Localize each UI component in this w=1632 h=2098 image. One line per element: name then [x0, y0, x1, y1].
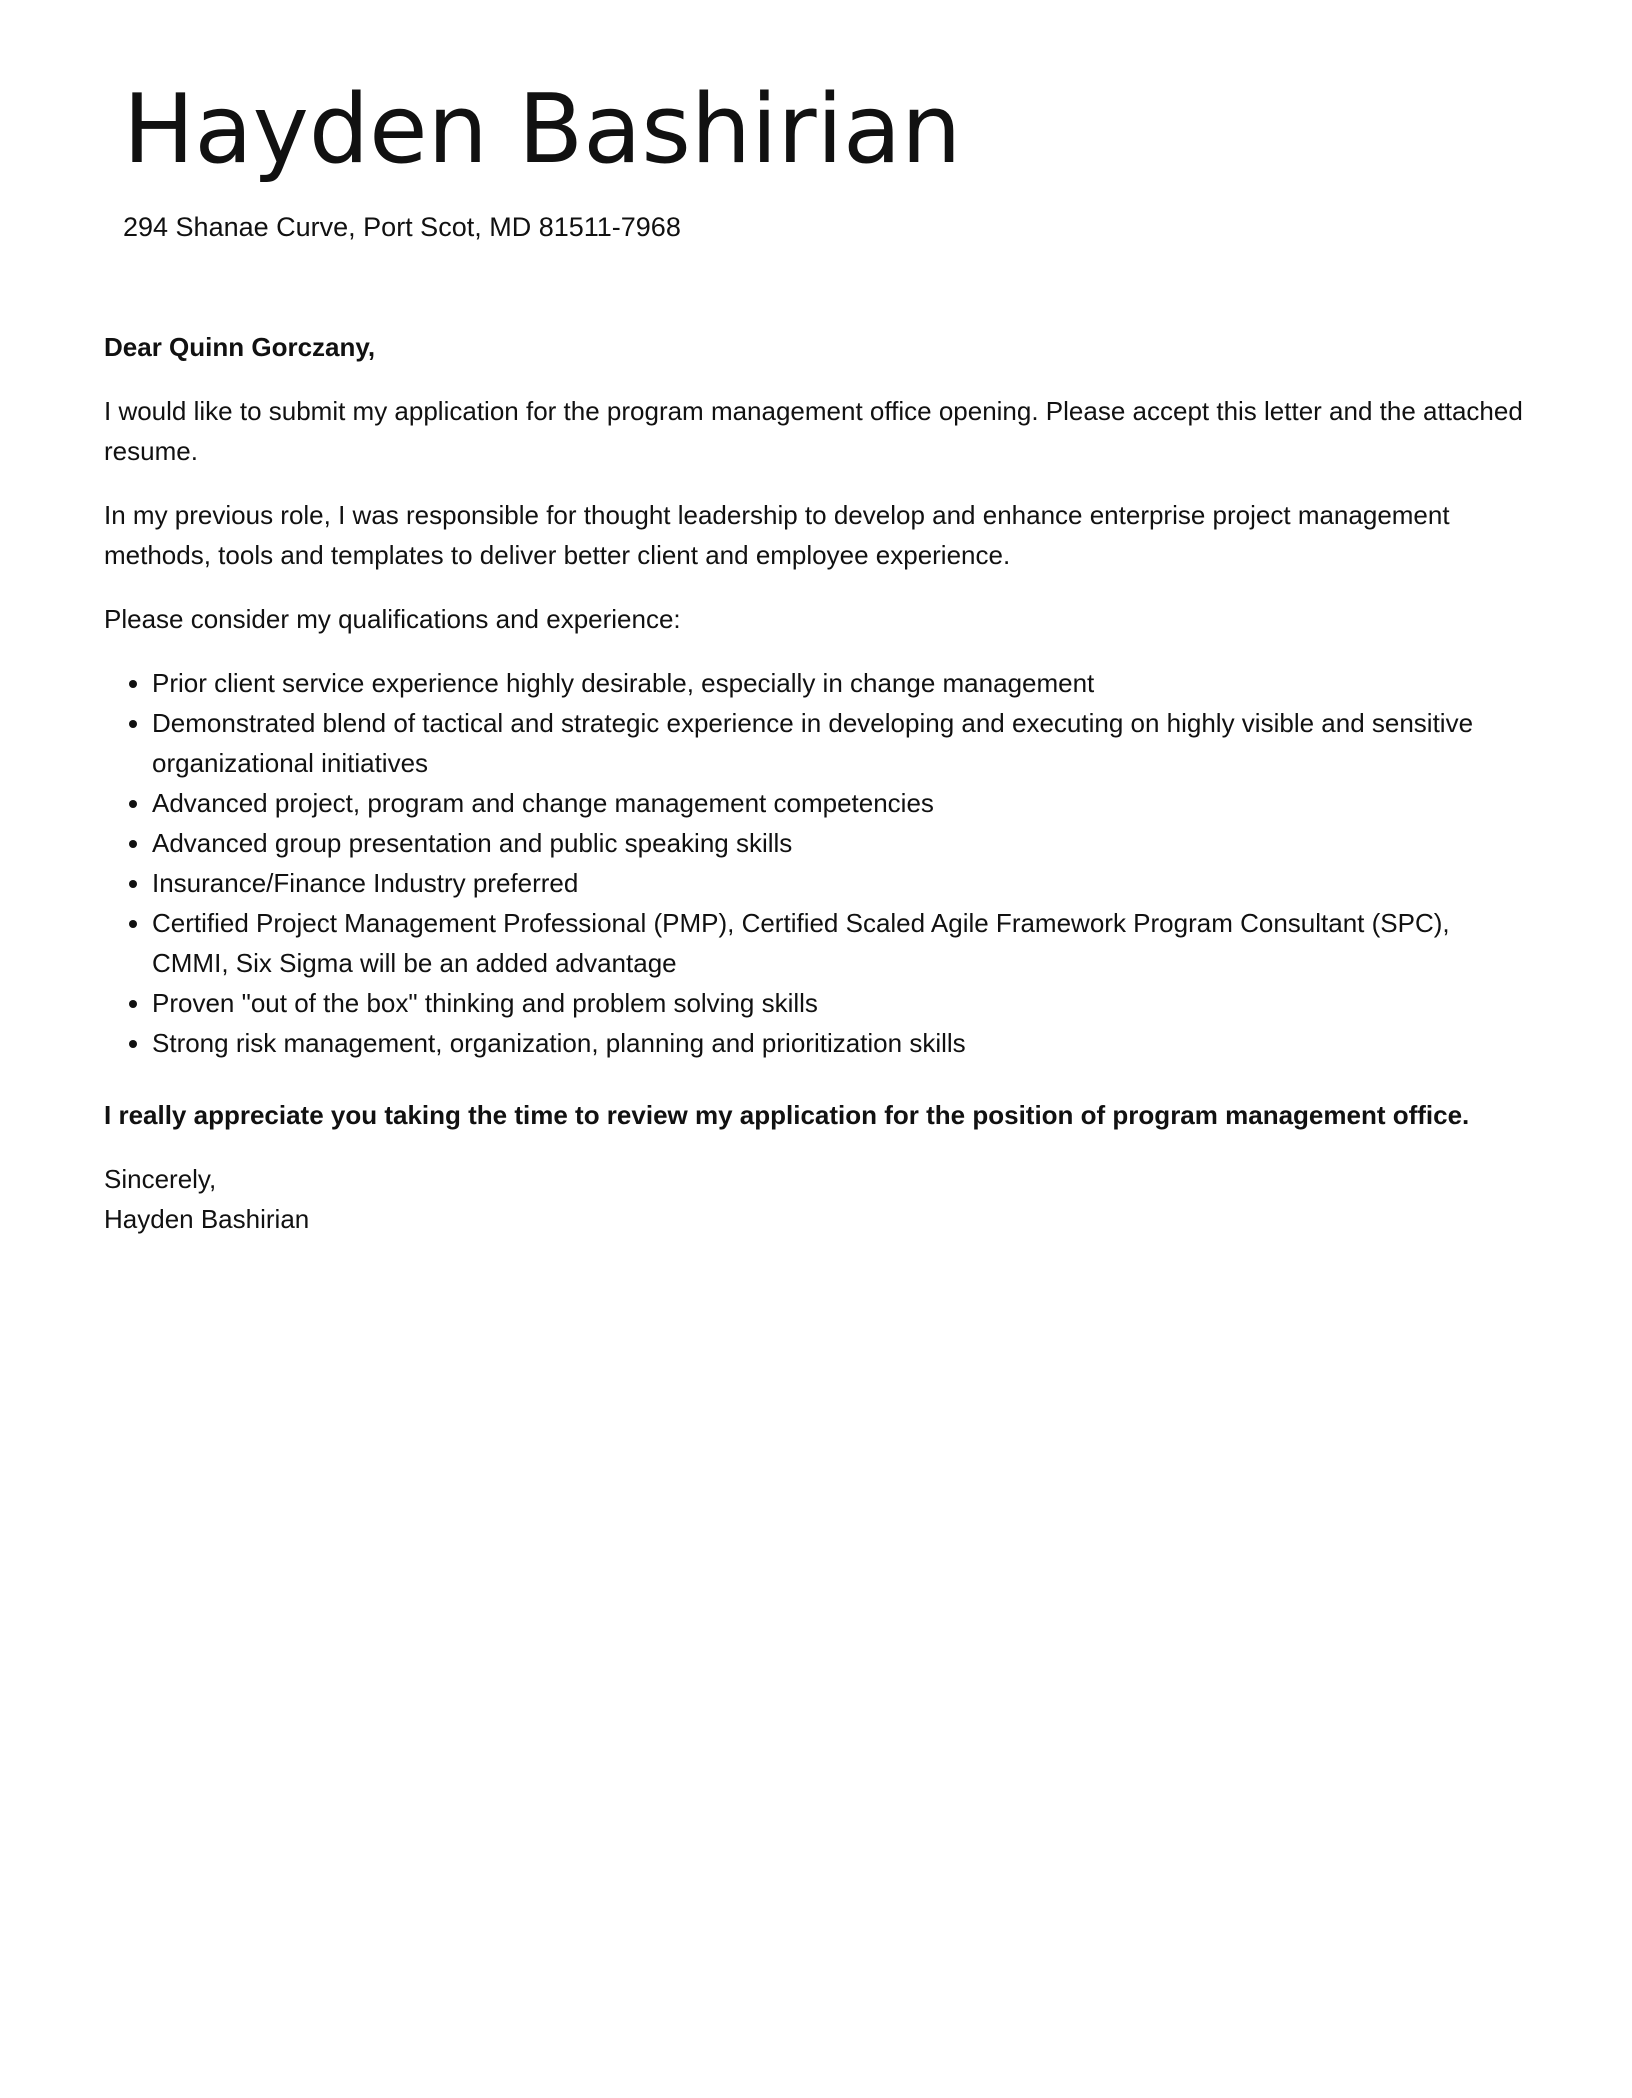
- applicant-address: 294 Shanae Curve, Port Scot, MD 81511-7968: [123, 212, 681, 242]
- list-item: • Advanced group presentation and public speaking skills: [152, 823, 1524, 863]
- list-item: • Demonstrated blend of tactical and strategic experience in developing and executing on highly visible and sensitive organizational initiatives: [152, 703, 1524, 783]
- list-item: • Proven "out of the box" thinking and problem solving skills: [152, 983, 1524, 1023]
- list-item: • Prior client service experience highly desirable, especially in change management: [152, 663, 1524, 703]
- letter-body: [104, 327, 1524, 1239]
- signoff-block: [104, 1159, 1524, 1239]
- list-item: • Strong risk management, organization, planning and prioritization skills: [152, 1023, 1524, 1063]
- experience-paragraph: In my previous role, I was responsible for thought leadership to develop and enhance enterprise project management methods, tools and templates to deliver better client and employee experience.: [104, 500, 1450, 570]
- salutation: Dear Quinn Gorczany,: [104, 332, 376, 362]
- qualifications-intro: Please consider my qualifications and experience:: [104, 604, 681, 634]
- intro-paragraph: I would like to submit my application for the program management office opening. Please accept this letter and the attached resume.: [104, 396, 1523, 466]
- list-item: • Certified Project Management Professional (PMP), Certified Scaled Agile Framework Program Consultant (SPC), CMMI, Six Sigma will be an added advantage: [152, 903, 1524, 983]
- list-item: • Advanced project, program and change management competencies: [152, 783, 1524, 823]
- qualifications-list: [104, 663, 1524, 1063]
- signoff-text: Sincerely,: [104, 1164, 217, 1194]
- list-item: • Insurance/Finance Industry preferred: [152, 863, 1524, 903]
- applicant-name: Hayden Bashirian: [123, 75, 962, 185]
- letter-header: [123, 70, 1503, 244]
- closing-paragraph: I really appreciate you taking the time to review my application for the position of program management office.: [104, 1100, 1470, 1130]
- signature-name: Hayden Bashirian: [104, 1204, 310, 1234]
